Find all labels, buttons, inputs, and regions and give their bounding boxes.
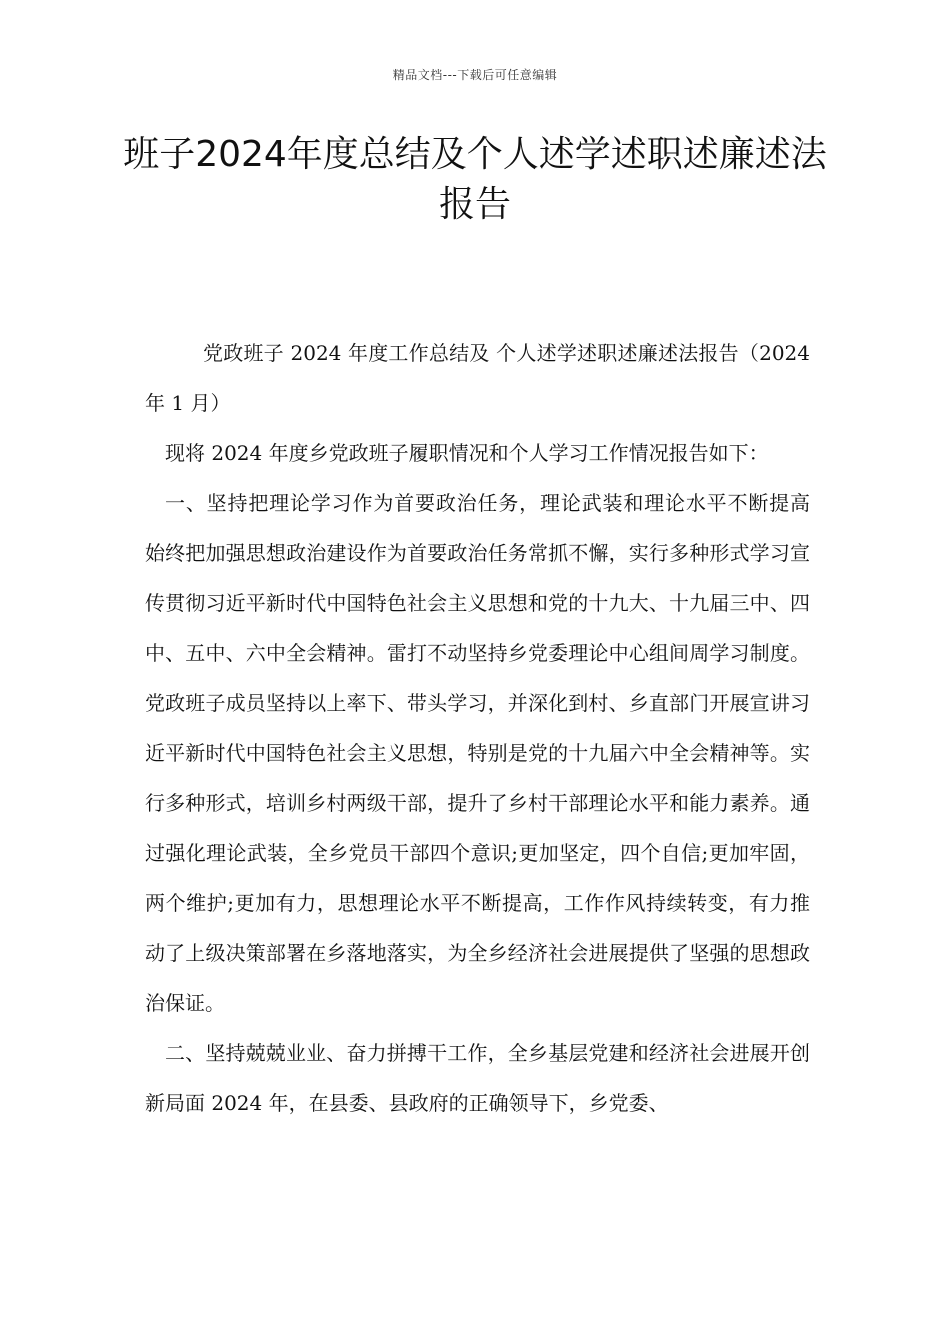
header-note: 精品文档---下载后可任意编辑 — [392, 68, 558, 82]
document-body — [145, 328, 810, 1128]
section-two-paragraph: 二、坚持兢兢业业、奋力拼搏干工作，全乡基层党建和经济社会进展开创新局面 2024 年，在县委、县政府的正确领导下，乡党委、 — [145, 1041, 810, 1115]
report-subtitle-paragraph: 党政班子 2024 年度工作总结及 个人述学述职述廉述法报告（2024 年 1 月） — [145, 341, 810, 415]
intro-paragraph: 现将 2024 年度乡党政班子履职情况和个人学习工作情况报告如下： — [165, 441, 769, 465]
document-title: 班子2024年度总结及个人述学述职述廉述法报告 — [123, 134, 827, 225]
section-one-paragraph: 一、坚持把理论学习作为首要政治任务，理论武装和理论水平不断提高 始终把加强思想政治建设作为首要政治任务常抓不懈，实行多种形式学习宣传贯彻习近平新时代中国特色社会主义思想和党的十九大、十九届三中、四中、五中、六中全会精神。雷打不动坚持乡党委理论中心组间周学习制度。党政班子成员坚持以上率下、带头学习，并深化到村、乡直部门开展宣讲习近平新时代中国特色社会主义思想，特别是党的十九届六中全会精神等。实行多种形式，培训乡村两级干部，提升了乡村干部理论水平和能力素养。通过强化理论武装，全乡党员干部四个意识;更加坚定，四个自信;更加牢固，两个维护;更加有力，思想理论水平不断提高，工作作风持续转变，有力推动了上级决策部署在乡落地落实，为全乡经济社会进展提供了坚强的思想政治保证。 — [145, 491, 810, 1015]
